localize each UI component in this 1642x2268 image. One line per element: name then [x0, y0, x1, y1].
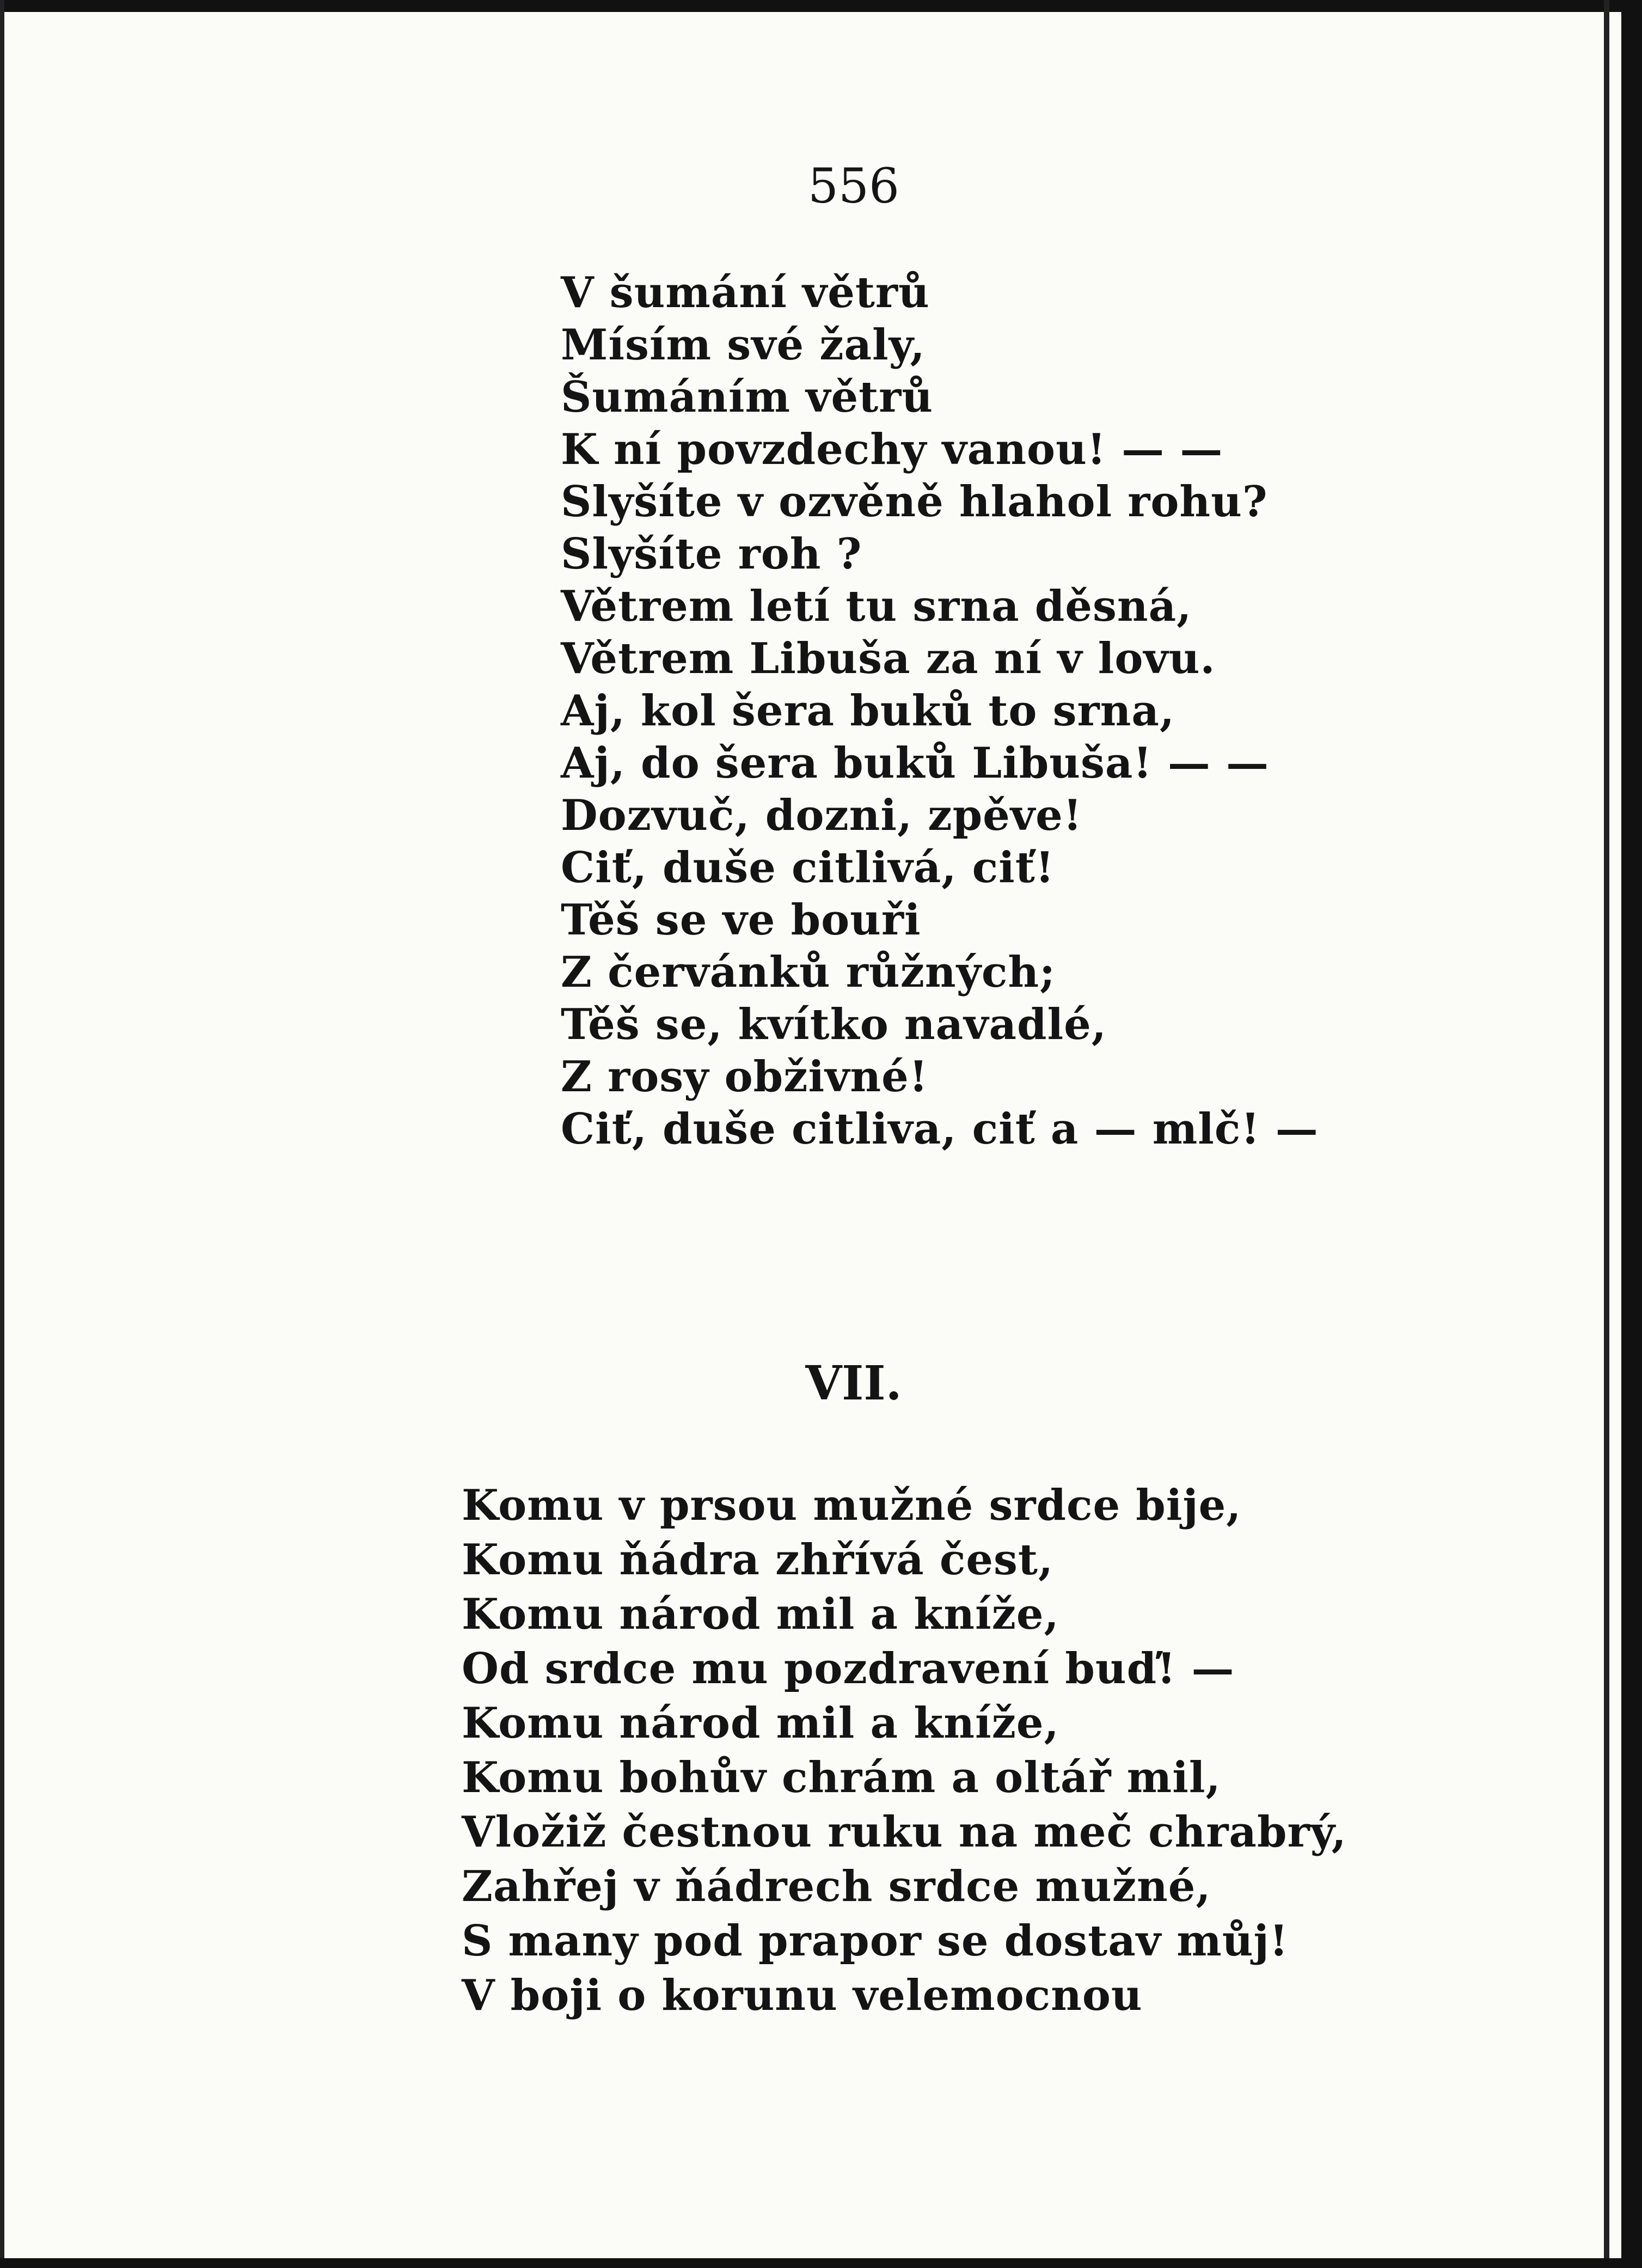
poem-line: Slyšíte roh ?	[561, 529, 862, 579]
poem-line: Komu ňádra zhřívá čest,	[462, 1535, 1054, 1585]
poem-line: K ní povzdechy vanou! — —	[561, 425, 1223, 474]
poem-stanza-1	[561, 267, 1319, 1156]
page-number: 556	[808, 158, 899, 214]
poem-line: Těš se, kvítko navadlé,	[561, 1000, 1107, 1049]
poem-line: V šumání větrů	[561, 268, 930, 317]
poem-line: V boji o korunu velemocnou	[462, 1971, 1143, 2020]
scan-border-left	[0, 0, 4, 2268]
poem-line: Aj, kol šera buků to srna,	[561, 686, 1175, 736]
poem-line: Větrem letí tu srna děsná,	[561, 582, 1192, 631]
poem-line: Mísím své žaly,	[561, 320, 926, 370]
poem-line: Slyšíte v ozvěně hlahol rohu?	[561, 477, 1268, 527]
poem-line: Šumáním větrů	[561, 372, 933, 422]
poem-line: Ciť, duše citlivá, ciť!	[561, 843, 1055, 892]
poem-line: Z rosy obživné!	[561, 1052, 928, 1102]
scan-border-bottom	[0, 2258, 1642, 2268]
poem-line: Komu národ mil a kníže,	[462, 1698, 1059, 1748]
poem-line: Komu národ mil a kníže,	[462, 1590, 1059, 1639]
poem-line: Větrem Libuša za ní v lovu.	[561, 634, 1216, 683]
poem-line: Zahřej v ňádrech srdce mužné,	[462, 1862, 1211, 1911]
section-heading: VII.	[805, 1356, 902, 1411]
poem-line: Komu v prsou mužné srdce bije,	[462, 1481, 1242, 1530]
poem-line: S many pod prapor se dostav můj!	[462, 1916, 1289, 1966]
poem-line: Z červánků růžných;	[561, 947, 1056, 997]
scan-border-top	[0, 0, 1642, 12]
poem-line: Ciť, duše citliva, ciť a — mlč! —	[561, 1104, 1319, 1154]
poem-line: Těš se ve bouři	[561, 895, 921, 945]
poem-line: Komu bohův chrám a oltář mil,	[462, 1753, 1221, 1802]
scan-border-right-inner	[1604, 0, 1609, 2268]
poem-line: Vložiž čestnou ruku na meč chrabrý,	[462, 1807, 1347, 1857]
scan-border-right	[1621, 0, 1642, 2268]
poem-stanza-2	[462, 1478, 1347, 2023]
poem-line: Aj, do šera buků Libuša! — —	[561, 738, 1269, 788]
poem-line: Dozvuč, dozni, zpěve!	[561, 791, 1082, 840]
poem-line: Od srdce mu pozdravení buď! —	[462, 1644, 1235, 1694]
